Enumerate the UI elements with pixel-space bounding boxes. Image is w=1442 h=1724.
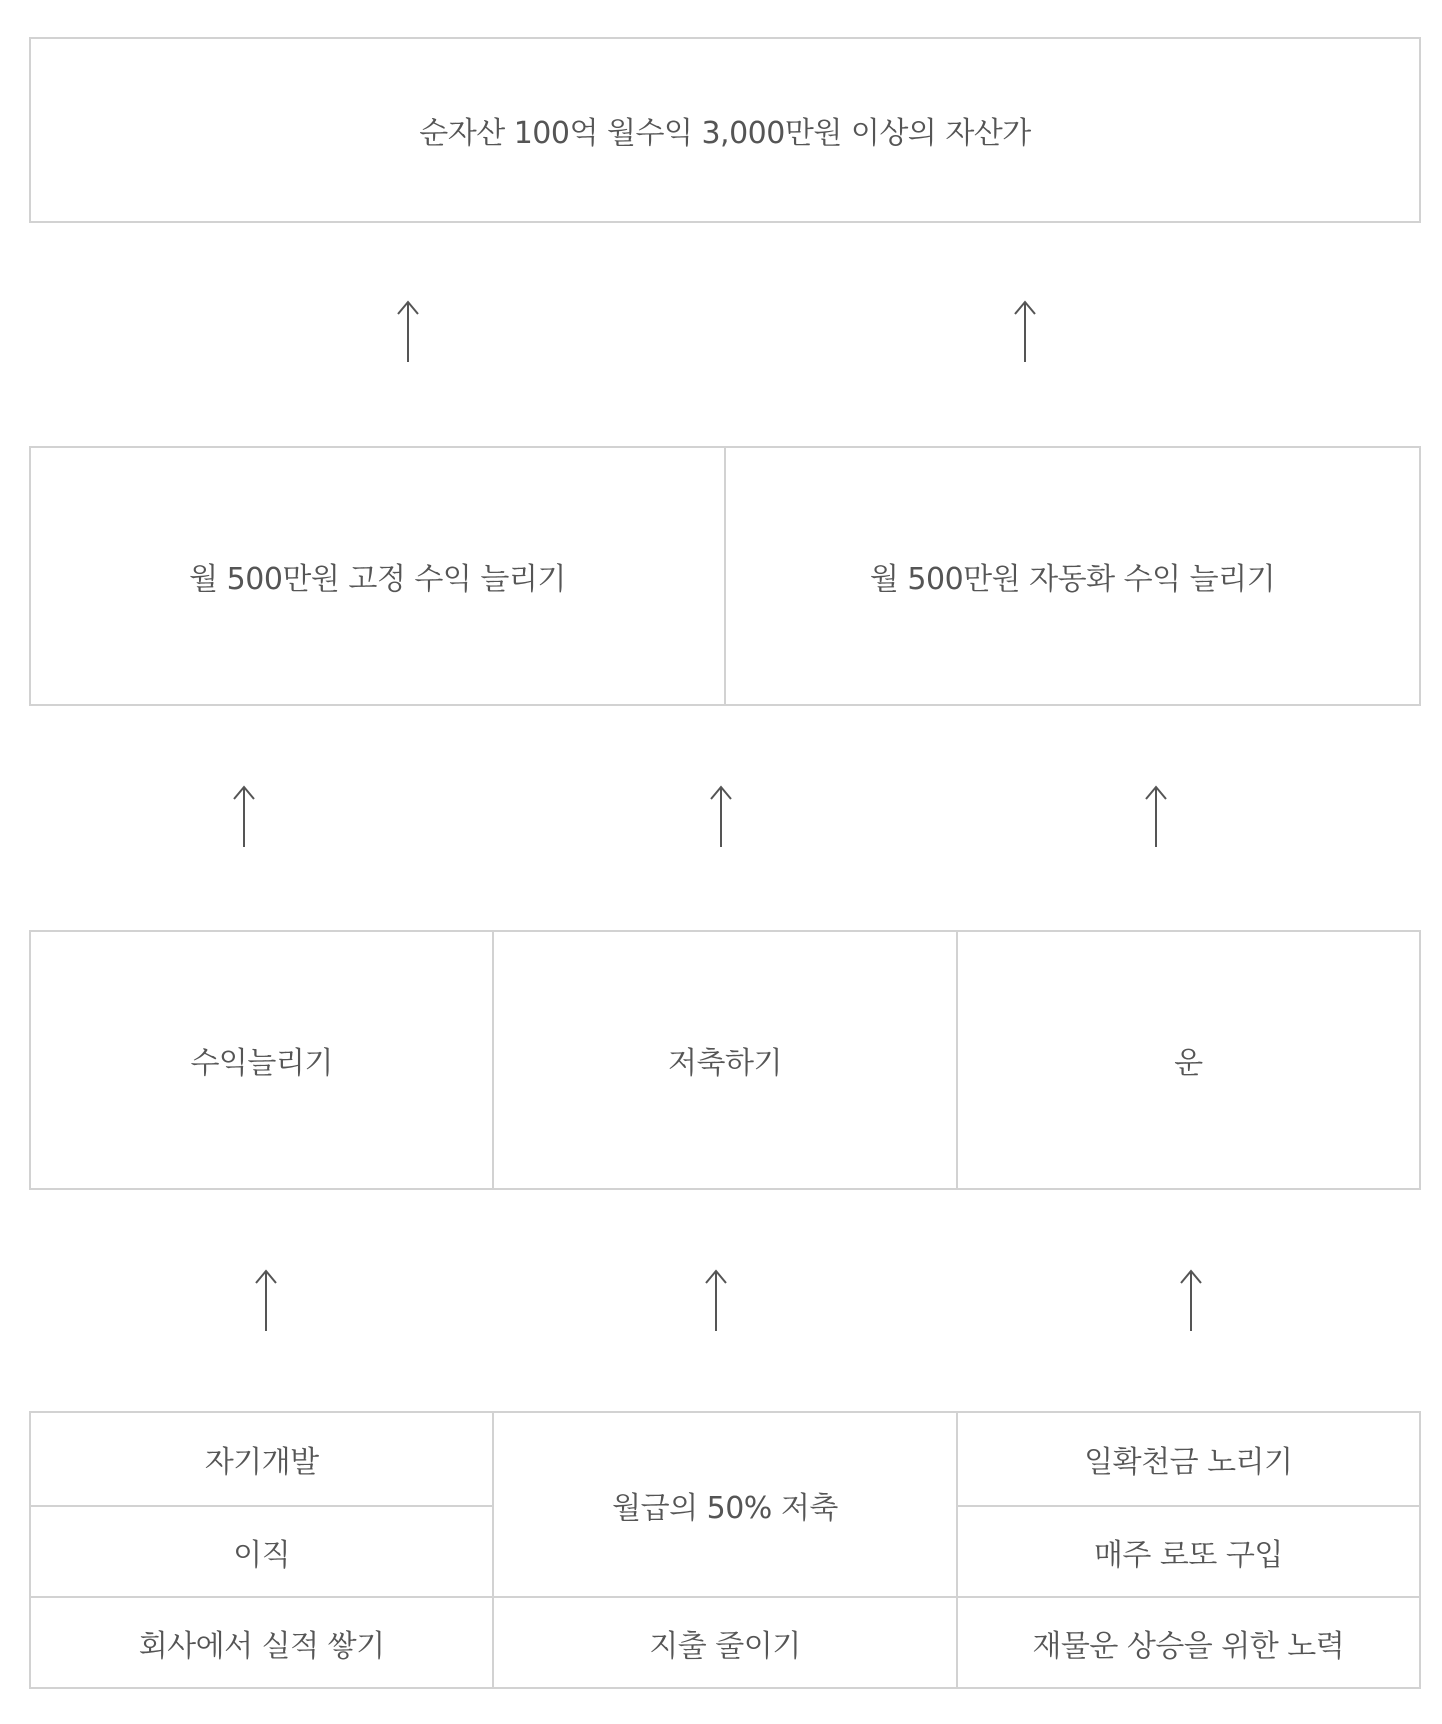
up-arrow-icon <box>1141 783 1171 849</box>
level3-saving: 저축하기 <box>493 931 956 1189</box>
level3-table <box>29 930 1421 1190</box>
level2-table <box>29 446 1421 706</box>
level3-luck: 운 <box>957 931 1420 1189</box>
action-save-half-salary: 월급의 50% 저축 <box>493 1412 956 1597</box>
action-weekly-lotto: 매주 로또 구입 <box>957 1506 1420 1597</box>
level2-fixed-income: 월 500만원 고정 수익 늘리기 <box>30 447 725 705</box>
goal-label: 순자산 100억 월수익 3,000만원 이상의 자산가 <box>419 116 1031 151</box>
action-reduce-spending: 지출 줄이기 <box>493 1597 956 1688</box>
up-arrow-icon <box>393 298 423 364</box>
level2-automated-income: 월 500만원 자동화 수익 늘리기 <box>725 447 1420 705</box>
up-arrow-icon <box>1176 1267 1206 1333</box>
level4-table <box>29 1411 1421 1689</box>
up-arrow-icon <box>1010 298 1040 364</box>
level3-increase-income: 수익늘리기 <box>30 931 493 1189</box>
action-build-performance: 회사에서 실적 쌓기 <box>30 1597 493 1688</box>
goal-box <box>29 37 1421 223</box>
action-self-development: 자기개발 <box>30 1412 493 1506</box>
up-arrow-icon <box>701 1267 731 1333</box>
action-fortune-effort: 재물운 상승을 위한 노력 <box>957 1597 1420 1688</box>
up-arrow-icon <box>706 783 736 849</box>
action-job-change: 이직 <box>30 1506 493 1597</box>
up-arrow-icon <box>251 1267 281 1333</box>
up-arrow-icon <box>229 783 259 849</box>
action-jackpot: 일확천금 노리기 <box>957 1412 1420 1506</box>
